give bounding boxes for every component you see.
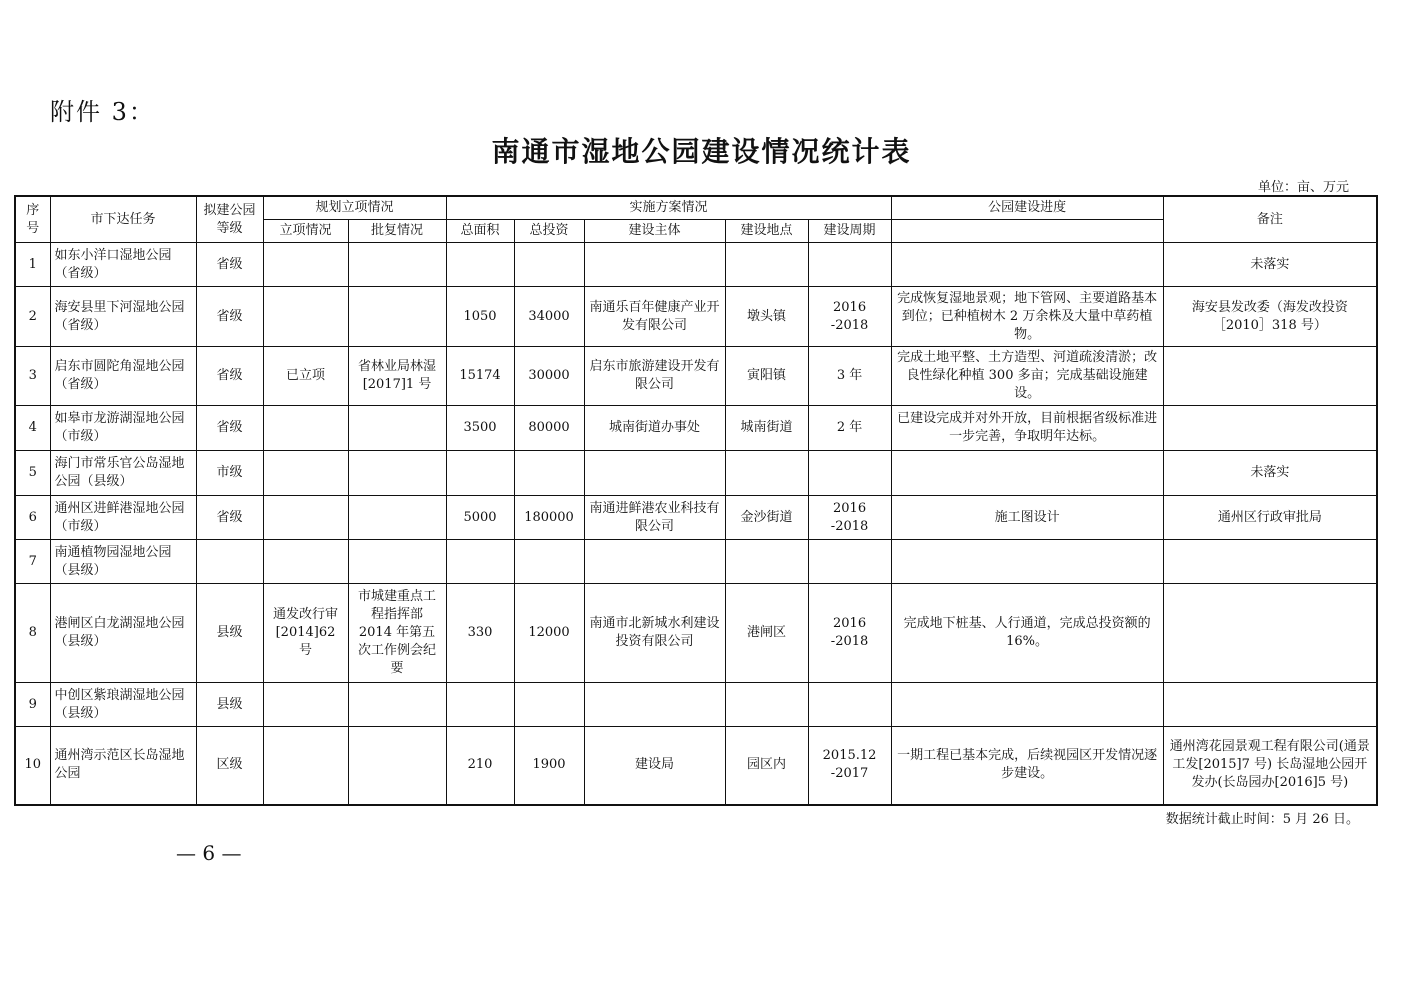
- cell-area: 5000: [446, 496, 514, 540]
- cell-seq: 1: [15, 243, 50, 287]
- cell-reply: [348, 243, 446, 287]
- cell-entity: [584, 540, 725, 584]
- cell-period: [808, 243, 891, 287]
- cell-period: 2016 -2018: [808, 496, 891, 540]
- cell-progress: [891, 243, 1163, 287]
- cell-period: 3 年: [808, 347, 891, 406]
- unit-label: 单位：亩、万元: [1257, 180, 1349, 195]
- table-row: [15, 287, 1377, 347]
- cell-investment: [514, 683, 584, 727]
- table-row: [15, 584, 1377, 683]
- cell-level: 省级: [196, 347, 263, 406]
- cell-task: 启东市圆陀角湿地公园（省级）: [50, 347, 196, 406]
- cell-task: 通州湾示范区长岛湿地公园: [50, 727, 196, 805]
- cell-area: 3500: [446, 406, 514, 451]
- cell-area: 330: [446, 584, 514, 683]
- cell-approval: [263, 540, 348, 584]
- cell-seq: 4: [15, 406, 50, 451]
- cell-area: [446, 451, 514, 496]
- header-reply-status: 批复情况: [348, 220, 446, 243]
- cell-area: 15174: [446, 347, 514, 406]
- cell-task: 海门市常乐官公岛湿地公园（县级）: [50, 451, 196, 496]
- cell-reply: [348, 727, 446, 805]
- cell-approval: [263, 243, 348, 287]
- cell-investment: 1900: [514, 727, 584, 805]
- cell-task: 通州区进鲜港湿地公园（市级）: [50, 496, 196, 540]
- cell-level: 县级: [196, 683, 263, 727]
- cell-seq: 10: [15, 727, 50, 805]
- cell-remarks: [1163, 347, 1377, 406]
- table-row: [15, 451, 1377, 496]
- cell-level: 省级: [196, 243, 263, 287]
- cell-seq: 6: [15, 496, 50, 540]
- cell-area: 210: [446, 727, 514, 805]
- data-cutoff-note: 数据统计截止时间：5 月 26 日。: [1165, 812, 1359, 827]
- cell-area: [446, 683, 514, 727]
- table-row: [15, 683, 1377, 727]
- cell-progress: 完成土地平整、土方造型、河道疏浚清淤；改良性绿化种植 300 多亩；完成基础设施建设。: [891, 347, 1163, 406]
- header-level: 拟建公园等级: [196, 196, 263, 243]
- cell-location: [725, 540, 808, 584]
- cell-period: 2015.12 -2017: [808, 727, 891, 805]
- cell-approval: [263, 683, 348, 727]
- cell-seq: 3: [15, 347, 50, 406]
- header-remarks: 备注: [1163, 196, 1377, 243]
- table-row: [15, 540, 1377, 584]
- cell-remarks: [1163, 683, 1377, 727]
- cell-investment: [514, 540, 584, 584]
- cell-remarks: 未落实: [1163, 451, 1377, 496]
- cell-entity: 南通乐百年健康产业开发有限公司: [584, 287, 725, 347]
- cell-task: 中创区紫琅湖湿地公园（县级）: [50, 683, 196, 727]
- cell-location: [725, 243, 808, 287]
- cell-level: 县级: [196, 584, 263, 683]
- cell-area: 1050: [446, 287, 514, 347]
- cell-reply: [348, 496, 446, 540]
- cell-entity: [584, 451, 725, 496]
- cell-reply: [348, 406, 446, 451]
- cell-task: 如东小洋口湿地公园（省级）: [50, 243, 196, 287]
- cell-area: [446, 540, 514, 584]
- cell-period: [808, 451, 891, 496]
- cell-progress: 完成恢复湿地景观；地下管网、主要道路基本到位；已种植树木 2 万余株及大量中草药植物。: [891, 287, 1163, 347]
- cell-remarks: 海安县发改委（海发改投资［2010］318 号）: [1163, 287, 1377, 347]
- header-seq: 序号: [15, 196, 50, 243]
- cell-period: [808, 540, 891, 584]
- cell-entity: 南通进鲜港农业科技有限公司: [584, 496, 725, 540]
- cell-level: 市级: [196, 451, 263, 496]
- cell-period: 2 年: [808, 406, 891, 451]
- cell-area: [446, 243, 514, 287]
- header-progress-blank: [891, 220, 1163, 243]
- table-row: [15, 727, 1377, 805]
- header-progress: 公园建设进度: [891, 196, 1163, 220]
- cell-location: 城南街道: [725, 406, 808, 451]
- header-period: 建设周期: [808, 220, 891, 243]
- header-area: 总面积: [446, 220, 514, 243]
- cell-reply: 市城建重点工程指挥部 2014 年第五次工作例会纪要: [348, 584, 446, 683]
- cell-progress: 完成地下桩基、人行通道，完成总投资额的 16%。: [891, 584, 1163, 683]
- cell-progress: [891, 451, 1163, 496]
- table-row: [15, 406, 1377, 451]
- attachment-label: 附件 3：: [50, 98, 155, 126]
- cell-reply: [348, 451, 446, 496]
- cell-reply: [348, 540, 446, 584]
- cell-approval: 已立项: [263, 347, 348, 406]
- cell-reply: [348, 683, 446, 727]
- cell-task: 海安县里下河湿地公园（省级）: [50, 287, 196, 347]
- cell-location: 墩头镇: [725, 287, 808, 347]
- cell-investment: 34000: [514, 287, 584, 347]
- cell-remarks: [1163, 406, 1377, 451]
- cell-approval: 通发改行审[2014]62 号: [263, 584, 348, 683]
- cell-approval: [263, 451, 348, 496]
- cell-level: [196, 540, 263, 584]
- cell-location: 金沙街道: [725, 496, 808, 540]
- cell-period: 2016 -2018: [808, 287, 891, 347]
- cell-approval: [263, 727, 348, 805]
- cell-investment: [514, 243, 584, 287]
- cell-level: 省级: [196, 406, 263, 451]
- cell-seq: 2: [15, 287, 50, 347]
- header-location: 建设地点: [725, 220, 808, 243]
- cell-level: 区级: [196, 727, 263, 805]
- cell-location: 寅阳镇: [725, 347, 808, 406]
- cell-investment: 80000: [514, 406, 584, 451]
- cell-investment: 30000: [514, 347, 584, 406]
- cell-remarks: 未落实: [1163, 243, 1377, 287]
- cell-entity: [584, 683, 725, 727]
- cell-seq: 9: [15, 683, 50, 727]
- statistics-table: [14, 195, 1378, 806]
- cell-remarks: 通州湾花园景观工程有限公司(通景工发[2015]7 号) 长岛湿地公园开发办(长岛园办[2016]5 号): [1163, 727, 1377, 805]
- header-investment: 总投资: [514, 220, 584, 243]
- cell-seq: 8: [15, 584, 50, 683]
- cell-location: 港闸区: [725, 584, 808, 683]
- cell-entity: 城南街道办事处: [584, 406, 725, 451]
- cell-remarks: [1163, 584, 1377, 683]
- page-number: — 6 —: [176, 841, 242, 865]
- cell-level: 省级: [196, 287, 263, 347]
- cell-approval: [263, 496, 348, 540]
- cell-level: 省级: [196, 496, 263, 540]
- cell-approval: [263, 406, 348, 451]
- cell-approval: [263, 287, 348, 347]
- cell-progress: [891, 540, 1163, 584]
- cell-investment: 180000: [514, 496, 584, 540]
- cell-reply: 省林业局林湿[2017]1 号: [348, 347, 446, 406]
- cell-seq: 5: [15, 451, 50, 496]
- cell-period: 2016 -2018: [808, 584, 891, 683]
- header-entity: 建设主体: [584, 220, 725, 243]
- cell-entity: 启东市旅游建设开发有限公司: [584, 347, 725, 406]
- cell-task: 港闸区白龙湖湿地公园（县级）: [50, 584, 196, 683]
- cell-investment: 12000: [514, 584, 584, 683]
- cell-period: [808, 683, 891, 727]
- header-implementation: 实施方案情况: [446, 196, 891, 220]
- page-title: 南通市湿地公园建设情况统计表: [491, 135, 912, 168]
- cell-location: [725, 451, 808, 496]
- header-planning: 规划立项情况: [263, 196, 446, 220]
- cell-entity: 南通市北新城水利建设投资有限公司: [584, 584, 725, 683]
- cell-progress: 已建设完成并对外开放，目前根据省级标准进一步完善，争取明年达标。: [891, 406, 1163, 451]
- cell-progress: 施工图设计: [891, 496, 1163, 540]
- cell-location: 园区内: [725, 727, 808, 805]
- header-task: 市下达任务: [50, 196, 196, 243]
- cell-entity: 建设局: [584, 727, 725, 805]
- table-row: [15, 243, 1377, 287]
- cell-seq: 7: [15, 540, 50, 584]
- cell-task: 如皋市龙游湖湿地公园（市级）: [50, 406, 196, 451]
- cell-location: [725, 683, 808, 727]
- header-approval-status: 立项情况: [263, 220, 348, 243]
- cell-progress: 一期工程已基本完成，后续视园区开发情况逐步建设。: [891, 727, 1163, 805]
- cell-progress: [891, 683, 1163, 727]
- cell-entity: [584, 243, 725, 287]
- cell-investment: [514, 451, 584, 496]
- table-row: [15, 347, 1377, 406]
- cell-reply: [348, 287, 446, 347]
- table-row: [15, 496, 1377, 540]
- cell-task: 南通植物园湿地公园（县级）: [50, 540, 196, 584]
- cell-remarks: 通州区行政审批局: [1163, 496, 1377, 540]
- cell-remarks: [1163, 540, 1377, 584]
